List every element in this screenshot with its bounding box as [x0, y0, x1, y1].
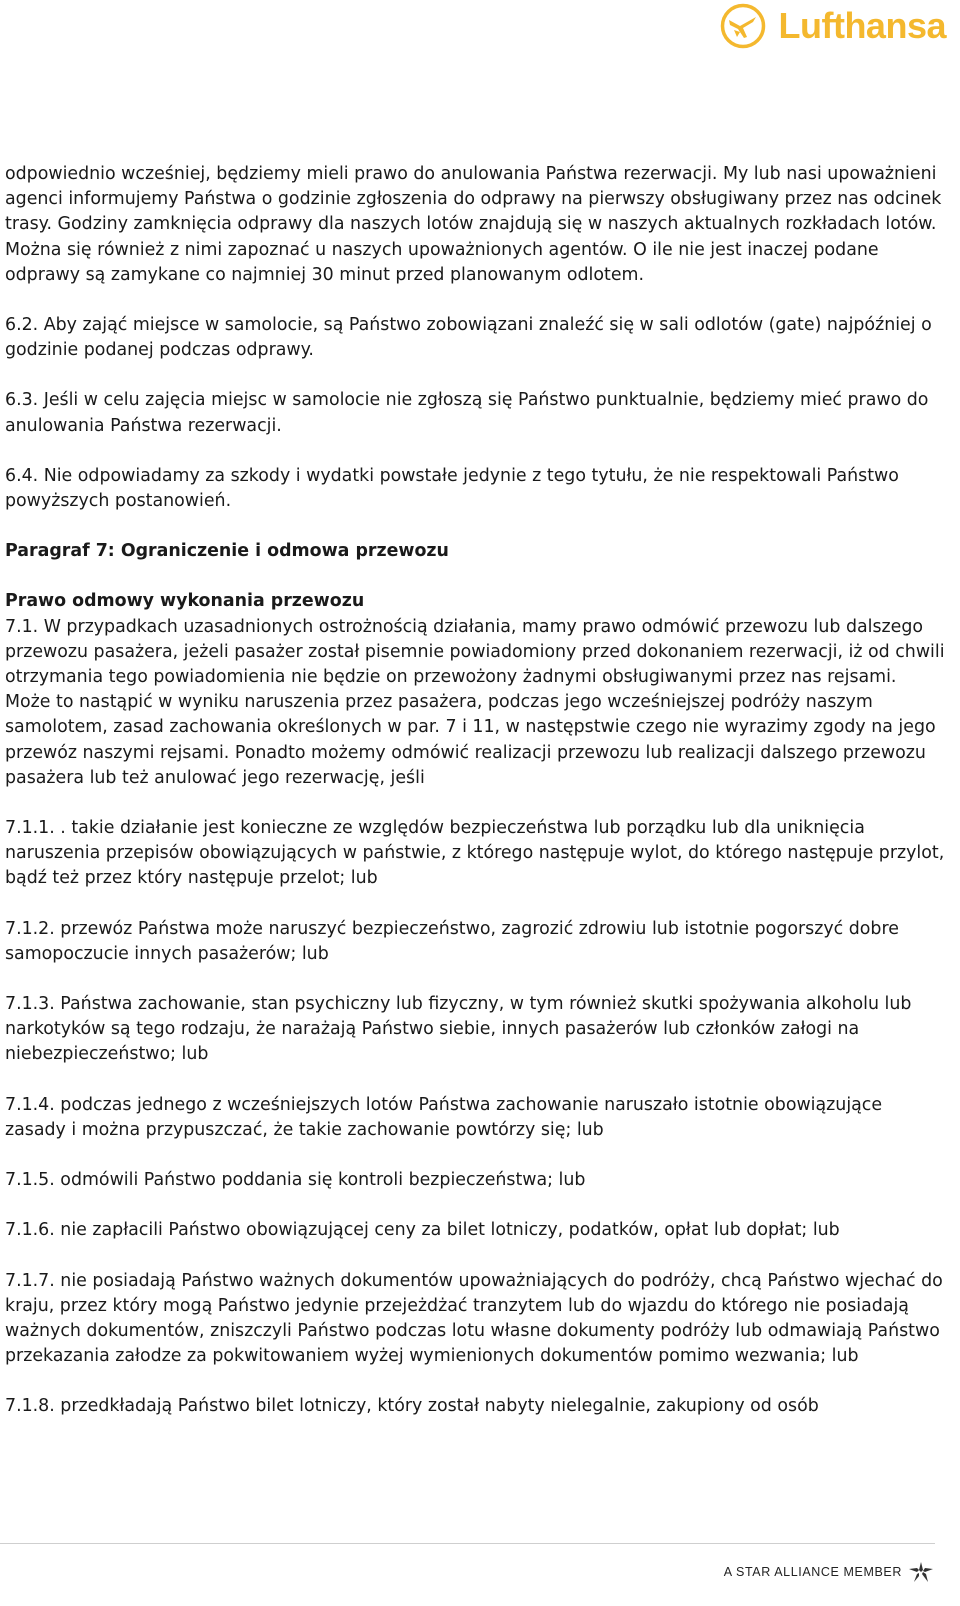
paragraph-7-1: 7.1. W przypadkach uzasadnionych ostrożnością działania, mamy prawo odmówić przewozu lub dalszego przewozu pasażera, jeżeli pasażer został pisemnie powiadomiony przed dokonaniem rezerwacji, iż od chwili otrzymania tego powiadomienia nie będzie on przewożony żadnymi obsługiwanymi przez nas rejsami. Może to nastąpić w wyniku naruszenia przez pasażera, podczas jego wcześniejszej podróży naszym samolotem, zasad zachowania określonych w par. 7 i 11, w następstwie czego nie wyrazimy zgody na jego przewóz naszymi rejsami. Ponadto możemy odmówić realizacji przewozu lub realizacji dalszego przewozu pasażera lub też anulować jego rezerwację, jeśli: [5, 616, 945, 788]
paragraph-7-1-8: 7.1.8. przedkładają Państwo bilet lotniczy, który został nabyty nielegalnie, zakupiony od osób: [5, 1396, 819, 1417]
section-7-heading: Paragraf 7: Ograniczenie i odmowa przewozu: [5, 541, 449, 562]
paragraph-7-1-3: 7.1.3. Państwa zachowanie, stan psychiczny lub fizyczny, w tym również skutki spożywania alkoholu lub narkotyków są tego rodzaju, że narażają Państwo siebie, innych pasażerów lub członków załogi na niebezpieczeństwo; lub: [5, 994, 912, 1065]
document-body: [5, 162, 947, 1420]
paragraph-6-2: 6.2. Aby zająć miejsce w samolocie, są Państwo zobowiązani znaleźć się w sali odlotów (gate) najpóźniej o godzinie podanej podczas odprawy.: [5, 315, 932, 361]
star-alliance-icon: [908, 1561, 934, 1583]
paragraph-6-3: 6.3. Jeśli w celu zajęcia miejsc w samolocie nie zgłoszą się Państwo punktualnie, będziemy mieć prawo do anulowania Państwa rezerwacji.: [5, 390, 929, 436]
paragraph-7-1-6: 7.1.6. nie zapłacili Państwo obowiązującej ceny za bilet lotniczy, podatków, opłat lub dopłat; lub: [5, 1220, 840, 1241]
lufthansa-logo: [720, 3, 946, 49]
paragraph-7-1-4: 7.1.4. podczas jednego z wcześniejszych lotów Państwa zachowanie naruszało istotnie obowiązujące zasady i można przypuszczać, że takie zachowanie powtórzy się; lub: [5, 1094, 883, 1140]
crane-logo-icon: [720, 3, 766, 49]
star-alliance-badge: [724, 1561, 934, 1583]
star-alliance-text: A STAR ALLIANCE MEMBER: [723, 1565, 902, 1579]
paragraph-7-1-7: 7.1.7. nie posiadają Państwo ważnych dokumentów upoważniających do podróży, chcą Państwo wjechać do kraju, przez który mogą Państwo jedynie przejeżdżać tranzytem lub do wjazdu do którego nie posiadają ważnych dokumentów, zniszczyli Państwo podczas lotu własne dokumenty podróży lub odmawiają Państwo przekazania załodze za pokwitowaniem wyżej wymienionych dokumentów pomimo wezwania; lub: [5, 1270, 943, 1367]
paragraph-7-1-1: 7.1.1. . takie działanie jest konieczne ze względów bezpieczeństwa lub porządku lub dla uniknięcia naruszenia przepisów obowiązujących w państwie, z którego następuje wylot, do którego następuje przylot, bądź też przez który następuje przelot; lub: [5, 818, 945, 889]
paragraph-7-1-2: 7.1.2. przewóz Państwa może naruszyć bezpieczeństwo, zagrozić zdrowiu lub istotnie pogorszyć dobre samopoczucie innych pasażerów; lub: [5, 918, 899, 964]
paragraph-7-1-5: 7.1.5. odmówili Państwo poddania się kontroli bezpieczeństwa; lub: [5, 1170, 586, 1191]
paragraph-6-4: 6.4. Nie odpowiadamy za szkody i wydatki powstałe jedynie z tego tytułu, że nie respektowali Państwo powyższych postanowień.: [5, 465, 899, 512]
footer-divider: [0, 1543, 935, 1544]
brand-wordmark: Lufthansa: [778, 5, 946, 46]
paragraph-intro: odpowiednio wcześniej, będziemy mieli prawo do anulowania Państwa rezerwacji. My lub nasi upoważnieni agenci informujemy Państwa o godzinie zgłoszenia do odprawy na pierwszy obsługiwany przez nas odcinek trasy. Godziny zamknięcia odprawy dla naszych lotów znajdują się w naszych aktualnych rozkładach lotów. Można się również z nimi zapoznać u naszych upoważnionych agentów. O ile nie jest inaczej podane odprawy są zamykane co najmniej 30 minut przed planowanym odlotem.: [5, 164, 942, 285]
page-header: [0, 0, 960, 60]
refusal-subheading: Prawo odmowy wykonania przewozu: [5, 591, 365, 612]
